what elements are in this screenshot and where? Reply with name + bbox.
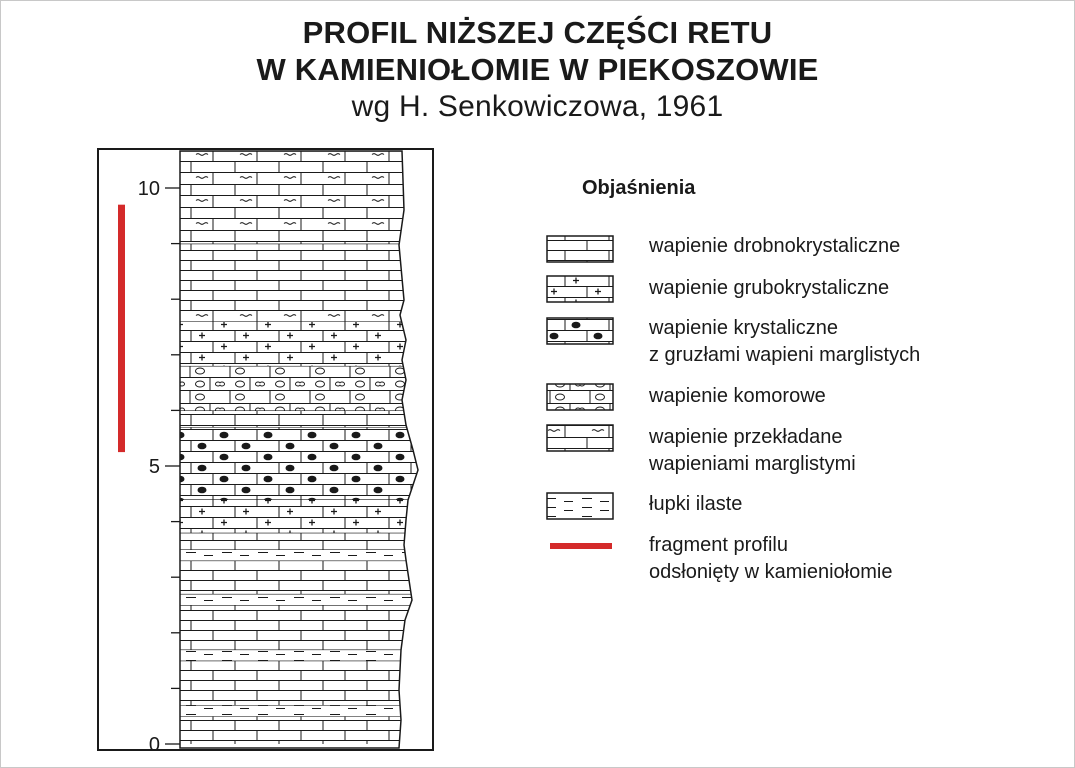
- layer-komorowe: [180, 366, 430, 410]
- strata-layers: [180, 151, 430, 744]
- layer-drobnokrystaliczne: [180, 561, 430, 594]
- layer-drobnokrystaliczne: [180, 716, 430, 744]
- legend-label-line: wapienie krystaliczne: [649, 317, 838, 339]
- title-line-1: PROFIL NIŻSZEJ CZĘŚCI RETU: [302, 15, 773, 50]
- legend-item-komorowe: [649, 383, 826, 410]
- layer-lupki: [180, 705, 430, 716]
- legend-item-drobnokrystaliczne: [649, 233, 900, 260]
- legend-item-lupki: [649, 491, 742, 518]
- legend-label-line: wapienie drobnokrystaliczne: [649, 235, 901, 257]
- layer-drobnokrystaliczne: [180, 661, 430, 705]
- layer-drobnokrystaliczne: [180, 533, 430, 550]
- layer-grubokrystaliczne: [180, 321, 430, 365]
- legend-label-line: wapienie grubokrystaliczne: [649, 277, 890, 299]
- legend-item-grubokrystaliczne: [649, 275, 889, 302]
- legend-swatch-gruzly: [547, 318, 613, 344]
- depth-scale: [138, 178, 180, 756]
- scale-label: 10: [137, 178, 160, 200]
- legend-swatch-grubokrystaliczne: [547, 276, 613, 302]
- legend-swatch-lupki: [547, 493, 613, 519]
- legend-item-przekladane: [649, 424, 856, 478]
- legend-swatch-komorowe: [547, 384, 613, 410]
- legend-label-line: wapienie przekładane: [649, 426, 843, 448]
- layer-przekladane: [180, 410, 430, 427]
- title-line-2: W KAMIENIOŁOMIE W PIEKOSZOWIE: [256, 52, 819, 87]
- layer-lupki: [180, 649, 430, 660]
- legend-label-line: z gruzłami wapieni marglistych: [649, 344, 921, 366]
- layer-lupki: [180, 549, 430, 560]
- legend-label-line: fragment profilu: [649, 534, 788, 556]
- legend-label-line: wapienie komorowe: [649, 385, 826, 407]
- legend-title: Objaśnienia: [582, 177, 696, 199]
- layer-lupki: [180, 594, 430, 605]
- layer-przekladane: [180, 310, 430, 321]
- legend-swatch-drobnokrystaliczne: [547, 236, 613, 262]
- layer-drobnokrystaliczne: [180, 244, 430, 311]
- legend-swatch-fragment: [550, 543, 612, 549]
- legend-label-line: wapieniami marglistymi: [649, 453, 856, 475]
- legend-swatches: [547, 236, 613, 549]
- layer-drobnokrystaliczne: [180, 605, 430, 649]
- scale-label: 5: [148, 456, 160, 478]
- legend-item-gruzly: [649, 315, 920, 369]
- legend-item-fragment: [649, 532, 892, 586]
- legend-label-line: odsłonięty w kamieniołomie: [649, 561, 893, 583]
- scale-label: 0: [148, 734, 160, 756]
- layer-gruzly: [180, 427, 430, 499]
- subtitle: wg H. Senkowiczowa, 1961: [351, 90, 724, 123]
- layer-przekladane: [180, 151, 430, 244]
- exposed-fragment-bar: [118, 205, 125, 452]
- layer-grubokrystaliczne: [180, 499, 430, 532]
- legend-swatch-przekladane: [547, 425, 613, 451]
- legend-label-line: łupki ilaste: [649, 493, 743, 515]
